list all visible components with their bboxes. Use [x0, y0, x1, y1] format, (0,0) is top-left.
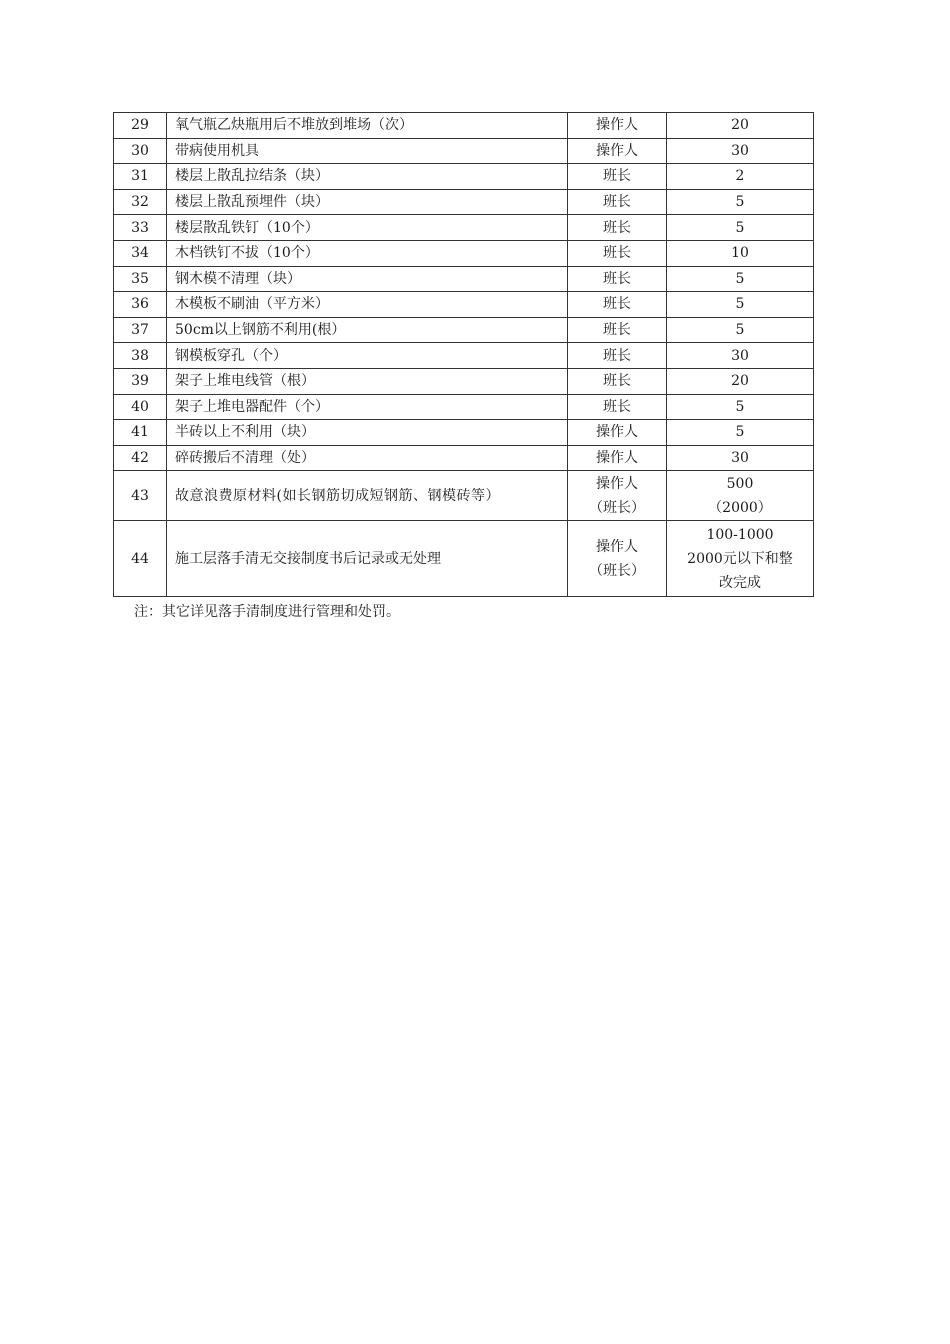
table-row	[114, 420, 814, 446]
row-item: 木模板不刷油（平方米）	[167, 292, 568, 318]
row-item: 楼层上散乱拉结条（块）	[167, 164, 568, 190]
table-row	[114, 317, 814, 343]
row-responsible: 操作人	[568, 420, 667, 446]
row-amount: 20	[667, 113, 814, 139]
table-row	[114, 164, 814, 190]
row-amount: 10	[667, 240, 814, 266]
row-responsible-line: 操作人	[596, 538, 638, 555]
row-responsible: 操作人	[568, 138, 667, 164]
row-item: 楼层上散乱预埋件（块）	[167, 189, 568, 215]
row-item: 木档铁钉不拔（10个）	[167, 240, 568, 266]
row-responsible: 操作人	[568, 113, 667, 139]
row-number: 39	[114, 368, 167, 394]
row-item: 半砖以上不利用（块）	[167, 420, 568, 446]
row-item: 碎砖搬后不清理（处）	[167, 445, 568, 471]
row-item-text: 故意浪费原材料(如长钢筋切成短钢筋、钢模砖等）	[175, 487, 500, 504]
row-amount: 5	[667, 292, 814, 318]
row-amount-line: 500	[726, 475, 754, 492]
table-row	[114, 471, 814, 521]
table-row	[114, 189, 814, 215]
row-number: 31	[114, 164, 167, 190]
row-amount-line: （2000）	[708, 499, 772, 516]
row-amount	[667, 471, 814, 521]
row-number: 40	[114, 394, 167, 420]
row-item: 钢模板穿孔（个）	[167, 343, 568, 369]
table-row	[114, 266, 814, 292]
row-number: 35	[114, 266, 167, 292]
row-amount: 5	[667, 266, 814, 292]
row-item: 50cm以上钢筋不利用(根）	[167, 317, 568, 343]
row-responsible: 班长	[568, 164, 667, 190]
row-amount-line: 改完成	[719, 574, 761, 591]
penalty-table-tail	[114, 471, 814, 597]
table-row	[114, 394, 814, 420]
row-amount: 2	[667, 164, 814, 190]
row-number: 43	[114, 471, 167, 521]
row-amount: 5	[667, 215, 814, 241]
table-row	[114, 445, 814, 471]
row-number: 29	[114, 113, 167, 139]
table-row	[114, 368, 814, 394]
row-responsible: 班长	[568, 368, 667, 394]
row-item: 架子上堆电线管（根）	[167, 368, 568, 394]
row-amount: 30	[667, 445, 814, 471]
row-number: 38	[114, 343, 167, 369]
row-amount	[667, 521, 814, 597]
row-item	[167, 471, 568, 521]
row-item: 楼层散乱铁钉（10个）	[167, 215, 568, 241]
row-item: 施工层落手清无交接制度书后记录或无处理	[167, 521, 568, 597]
row-responsible: 班长	[568, 266, 667, 292]
row-responsible: 班长	[568, 215, 667, 241]
row-responsible: 班长	[568, 394, 667, 420]
row-number: 30	[114, 138, 167, 164]
row-amount: 5	[667, 317, 814, 343]
row-item: 氧气瓶乙炔瓶用后不堆放到堆场（次）	[167, 113, 568, 139]
row-responsible: 操作人	[568, 445, 667, 471]
row-amount: 5	[667, 420, 814, 446]
table-row	[114, 138, 814, 164]
row-amount: 30	[667, 343, 814, 369]
row-responsible	[568, 471, 667, 521]
row-responsible-line: 操作人	[596, 475, 638, 492]
row-responsible: 班长	[568, 317, 667, 343]
row-item: 架子上堆电器配件（个）	[167, 394, 568, 420]
table-row	[114, 215, 814, 241]
table-row	[114, 240, 814, 266]
table-row	[114, 521, 814, 597]
row-item: 钢木模不清理（块）	[167, 266, 568, 292]
row-number: 42	[114, 445, 167, 471]
row-number: 34	[114, 240, 167, 266]
table-row	[114, 113, 814, 139]
row-responsible: 班长	[568, 343, 667, 369]
row-responsible	[568, 521, 667, 597]
row-amount: 20	[667, 368, 814, 394]
row-number: 41	[114, 420, 167, 446]
table-row	[114, 292, 814, 318]
row-number: 37	[114, 317, 167, 343]
row-amount: 30	[667, 138, 814, 164]
row-responsible-line: （班长）	[589, 499, 645, 516]
row-number: 32	[114, 189, 167, 215]
table-row	[114, 343, 814, 369]
penalty-table-body	[114, 113, 814, 471]
row-responsible: 班长	[568, 189, 667, 215]
row-amount: 5	[667, 394, 814, 420]
row-number: 36	[114, 292, 167, 318]
row-number: 33	[114, 215, 167, 241]
row-amount-line: 100-1000	[706, 526, 774, 543]
row-number: 44	[114, 521, 167, 597]
row-responsible: 班长	[568, 240, 667, 266]
penalty-table	[113, 112, 814, 597]
row-responsible: 班长	[568, 292, 667, 318]
row-responsible-line: （班长）	[589, 562, 645, 579]
row-amount: 5	[667, 189, 814, 215]
row-item: 带病使用机具	[167, 138, 568, 164]
row-amount-line: 2000元以下和整	[687, 550, 793, 567]
footnote: 注：其它详见落手清制度进行管理和处罚。	[134, 604, 400, 620]
